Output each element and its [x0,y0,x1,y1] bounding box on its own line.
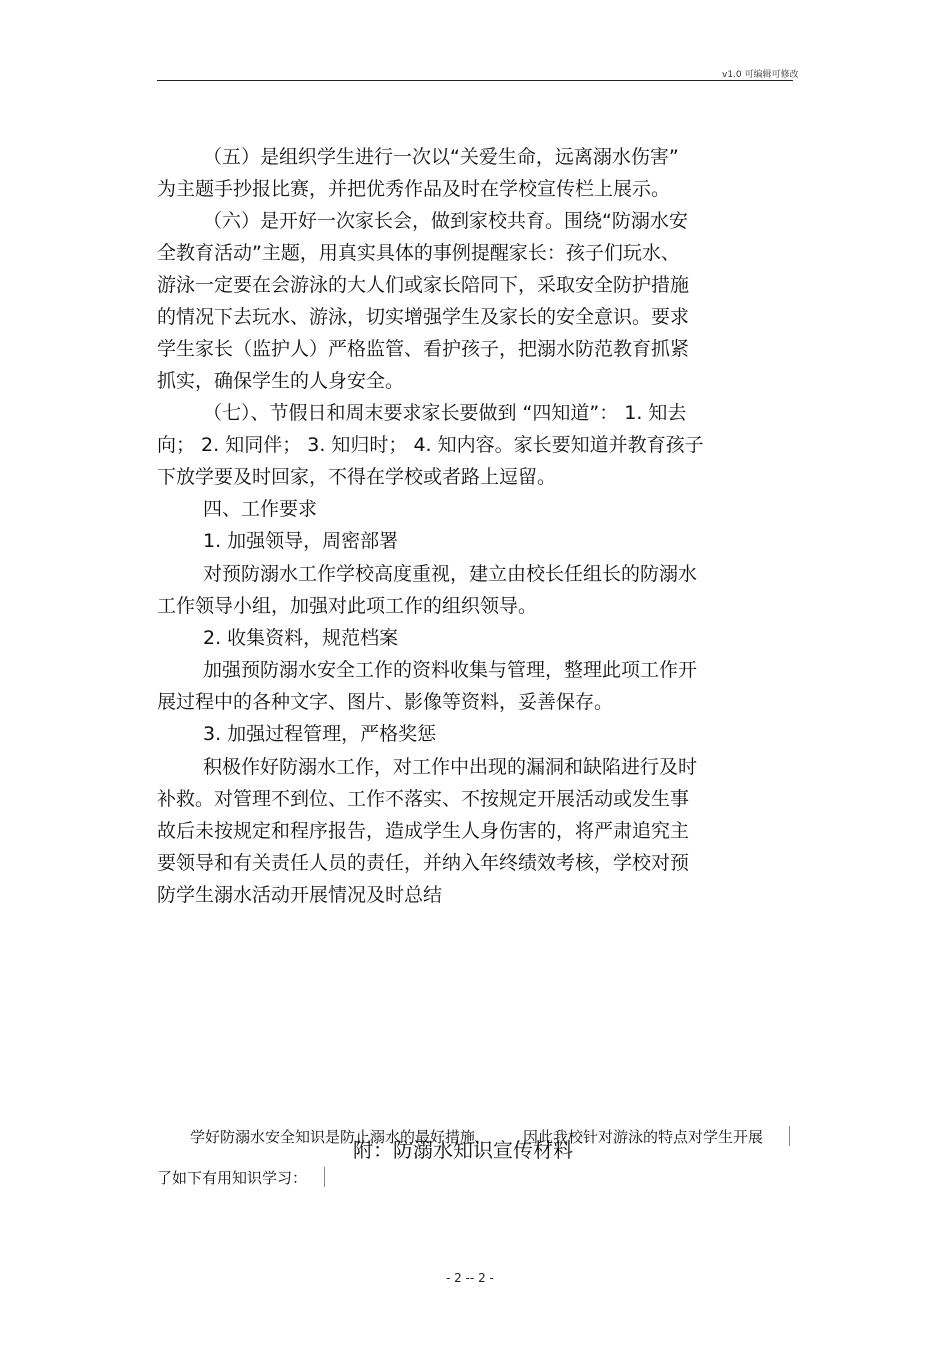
body-line: 加强预防溺水安全工作的资料收集与管理，整理此项工作开 [203,659,698,681]
subsection-heading: 3. 加强过程管理，严格奖惩 [203,723,437,745]
appendix-intro-part1: 学好防溺水安全知识是防止溺水的最好措施， [190,1128,491,1146]
body-line: 积极作好防溺水工作，对工作中出现的漏洞和缺陷进行及时 [203,756,698,778]
body-line: 下放学要及时回家，不得在学校或者路上逗留。 [157,466,557,488]
body-line: （六）是开好一次家长会，做到家校共育。围绕“防溺水安 [203,210,688,232]
body-line: 工作领导小组，加强对此项工作的组织领导。 [157,595,538,617]
table-cell-border [324,1167,325,1187]
body-line: 游泳一定要在会游泳的大人们或家长陪同下，采取安全防护措施 [157,274,690,296]
header-version-label: v1.0 可编辑可修改 [722,70,799,80]
body-line: 防学生溺水活动开展情况及时总结 [157,884,443,906]
appendix-intro-line2: 了如下有用知识学习： [157,1169,308,1187]
table-cell-border [789,1126,790,1146]
body-line: （七）、节假日和周末要求家长要做到 “四知道”： 1. 知去 [203,402,687,424]
body-line: 展过程中的各种文字、图片、影像等资料，妥善保存。 [157,691,614,713]
header-divider [157,80,793,81]
body-line: 对预防溺水工作学校高度重视，建立由校长任组长的防溺水 [203,563,698,585]
subsection-heading: 1. 加强领导，周密部署 [203,530,399,552]
body-line: 的情况下去玩水、游泳，切实增强学生及家长的安全意识。要求 [157,306,690,328]
body-line: 故后未按规定和程序报告，造成学生人身伤害的，将严肃追究主 [157,820,690,842]
section-heading: 四、工作要求 [203,498,318,520]
body-line: 抓实，确保学生的人身安全。 [157,370,405,392]
body-line: 学生家长（监护人）严格监管、看护孩子，把溺水防范教育抓紧 [157,338,690,360]
body-line: 向； 2. 知同伴； 3. 知归时； 4. 知内容。家长要知道并教育孩子 [157,434,704,456]
body-line: 要领导和有关责任人员的责任，并纳入年终绩效考核，学校对预 [157,852,690,874]
body-line: 全教育活动”主题，用真实具体的事例提醒家长：孩子们玩水、 [157,242,680,264]
appendix-title: 附：防溺水知识宣传材料 [353,1138,573,1162]
subsection-heading: 2. 收集资料，规范档案 [203,627,399,649]
appendix-intro-part2: 因此我校针对游泳的特点对学生开展 [523,1128,764,1146]
body-line: （五）是组织学生进行一次以“关爱生命，远离溺水伤害” [203,146,679,168]
body-line: 为主题手抄报比赛，并把优秀作品及时在学校宣传栏上展示。 [157,178,671,200]
page-number: - 2 -- 2 - [446,1271,494,1285]
body-line: 补救。对管理不到位、工作不落实、不按规定开展活动或发生事 [157,788,690,810]
